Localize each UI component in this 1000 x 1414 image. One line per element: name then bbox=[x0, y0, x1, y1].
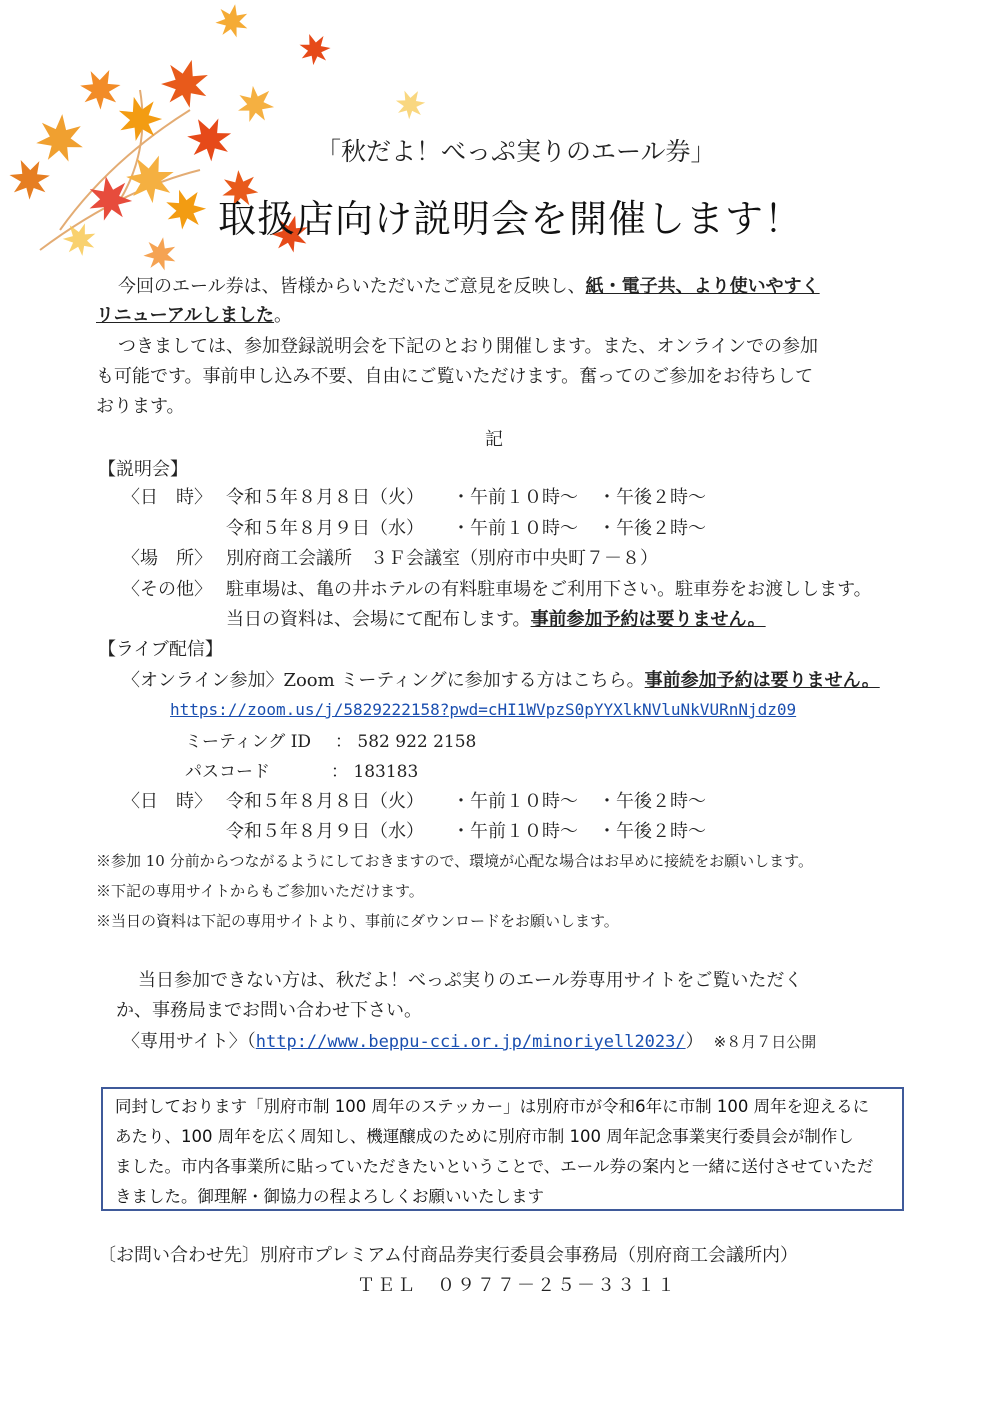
seminar-no-reservation: 事前参加予約は要りません。 bbox=[530, 609, 766, 630]
note-connect-early: ※参加 10 分前からつながるようにしておきますので、環境が心配な場合はお早めに接続をお願いします。 bbox=[96, 852, 813, 870]
live-online-text: 〈オンライン参加〉Zoom ミーティングに参加する方はこちら。 bbox=[122, 670, 645, 691]
seminar-place: 別府商工会議所 ３Ｆ会議室（別府市中央町７－８） bbox=[226, 548, 658, 569]
page-title: 取扱店向け説明会を開催します！ bbox=[218, 197, 804, 241]
intro-period: 。 bbox=[274, 305, 293, 326]
live-online-line bbox=[122, 666, 880, 696]
seminar-date-1-am: ・午前１０時～ bbox=[452, 487, 578, 508]
dedicated-site-label: 〈専用サイト〉（ bbox=[122, 1031, 256, 1052]
intro-emphasis: 紙・電子共、より使いやすく bbox=[585, 276, 820, 297]
meeting-id-label: ミーティング ID bbox=[185, 732, 312, 752]
seminar-date-1: 令和５年８月８日（火） bbox=[226, 487, 424, 508]
intro-line-1 bbox=[118, 272, 820, 302]
intro-line-3: つきましては、参加登録説明会を下記のとおり開催します。また、オンラインでの参加 bbox=[118, 336, 819, 357]
notice-line-1: 同封しております「別府市制 100 周年のステッカー」は別府市が令和6年に市制 100 周年を迎えるに bbox=[115, 1097, 870, 1116]
seminar-date-2-pm: ・午後２時～ bbox=[598, 518, 706, 539]
dedicated-site-line bbox=[122, 1027, 816, 1057]
dedicated-site-link[interactable]: http://www.beppu-cci.or.jp/minoriyell2023/ bbox=[255, 1032, 686, 1052]
seminar-date-2-am: ・午前１０時～ bbox=[452, 518, 578, 539]
site-publish-note: ※８月７日公開 bbox=[713, 1033, 817, 1051]
seminar-parking: 駐車場は、亀の井ホテルの有料駐車場をご利用下さい。駐車券をお渡しします。 bbox=[226, 579, 872, 600]
live-date-1-pm: ・午後２時～ bbox=[598, 791, 706, 812]
live-no-reservation: 事前参加予約は要りません。 bbox=[644, 670, 880, 691]
live-date-2-pm: ・午後２時～ bbox=[598, 821, 706, 842]
dedicated-site-close: ） bbox=[685, 1031, 704, 1052]
intro-text: 今回のエール券は、皆様からいただいたご意見を反映し、 bbox=[118, 276, 586, 297]
ki-heading: 記 bbox=[485, 429, 503, 450]
sticker-notice-box bbox=[101, 1087, 904, 1211]
intro-line-2 bbox=[96, 301, 292, 331]
notice-line-2: あたり、100 周年を広く周知し、機運醸成のために別府市制 100 周年記念事業実行委員会が制作し bbox=[115, 1127, 854, 1146]
zoom-link[interactable]: https://zoom.us/j/5829222158?pwd=cHI1WVpzS0pYYXlkNVluNkVURnNjdz09 bbox=[170, 700, 797, 719]
intro-line-4: も可能です。事前申し込み不要、自由にご覧いただけます。奮ってのご参加をお待ちして bbox=[96, 366, 814, 387]
live-date-2: 令和５年８月９日（水） bbox=[226, 821, 424, 842]
intro-emphasis-2: リニューアルしました bbox=[96, 305, 275, 326]
live-heading: 【ライブ配信】 bbox=[98, 639, 223, 660]
contact-line: 〔お問い合わせ先〕別府市プレミアム付商品券実行委員会事務局（別府商工会議所内） bbox=[98, 1245, 799, 1266]
seminar-materials bbox=[226, 605, 766, 635]
seminar-date-label: 〈日 時〉 bbox=[122, 487, 212, 508]
notice-line-3: ました。市内各事業所に貼っていただきたいということで、エール券の案内と一緒に送付させていただ bbox=[115, 1157, 874, 1176]
passcode-label: パスコード bbox=[185, 762, 270, 782]
note-download: ※当日の資料は下記の専用サイトより、事前にダウンロードをお願いします。 bbox=[96, 912, 619, 930]
seminar-materials-text: 当日の資料は、会場にて配布します。 bbox=[226, 609, 531, 630]
absent-line-2: か、事務局までお問い合わせ下さい。 bbox=[116, 1000, 422, 1021]
seminar-place-label: 〈場 所〉 bbox=[122, 548, 212, 569]
contact-tel: ＴＥＬ ０９７７－２５－３３１１ bbox=[357, 1275, 677, 1296]
seminar-heading: 【説明会】 bbox=[98, 459, 188, 480]
absent-line-1: 当日参加できない方は、秋だよ！べっぷ実りのエール券専用サイトをご覧いただく bbox=[138, 970, 803, 991]
live-date-1: 令和５年８月８日（火） bbox=[226, 791, 424, 812]
live-date-label: 〈日 時〉 bbox=[122, 791, 212, 812]
campaign-subtitle: 「秋だよ！べっぷ実りのエール券」 bbox=[316, 137, 716, 166]
passcode-value: ： 183183 bbox=[331, 762, 419, 782]
seminar-date-1-pm: ・午後２時～ bbox=[598, 487, 706, 508]
live-date-2-am: ・午前１０時～ bbox=[452, 821, 578, 842]
intro-line-5: おります。 bbox=[96, 396, 185, 417]
live-date-1-am: ・午前１０時～ bbox=[452, 791, 578, 812]
seminar-other-label: 〈その他〉 bbox=[122, 579, 212, 600]
notice-line-4: きました。御理解・御協力の程よろしくお願いいたします bbox=[115, 1187, 544, 1206]
note-site-join: ※下記の専用サイトからもご参加いただけます。 bbox=[96, 882, 424, 900]
seminar-date-2: 令和５年８月９日（水） bbox=[226, 518, 424, 539]
meeting-id-value: ： 582 922 2158 bbox=[335, 732, 477, 752]
